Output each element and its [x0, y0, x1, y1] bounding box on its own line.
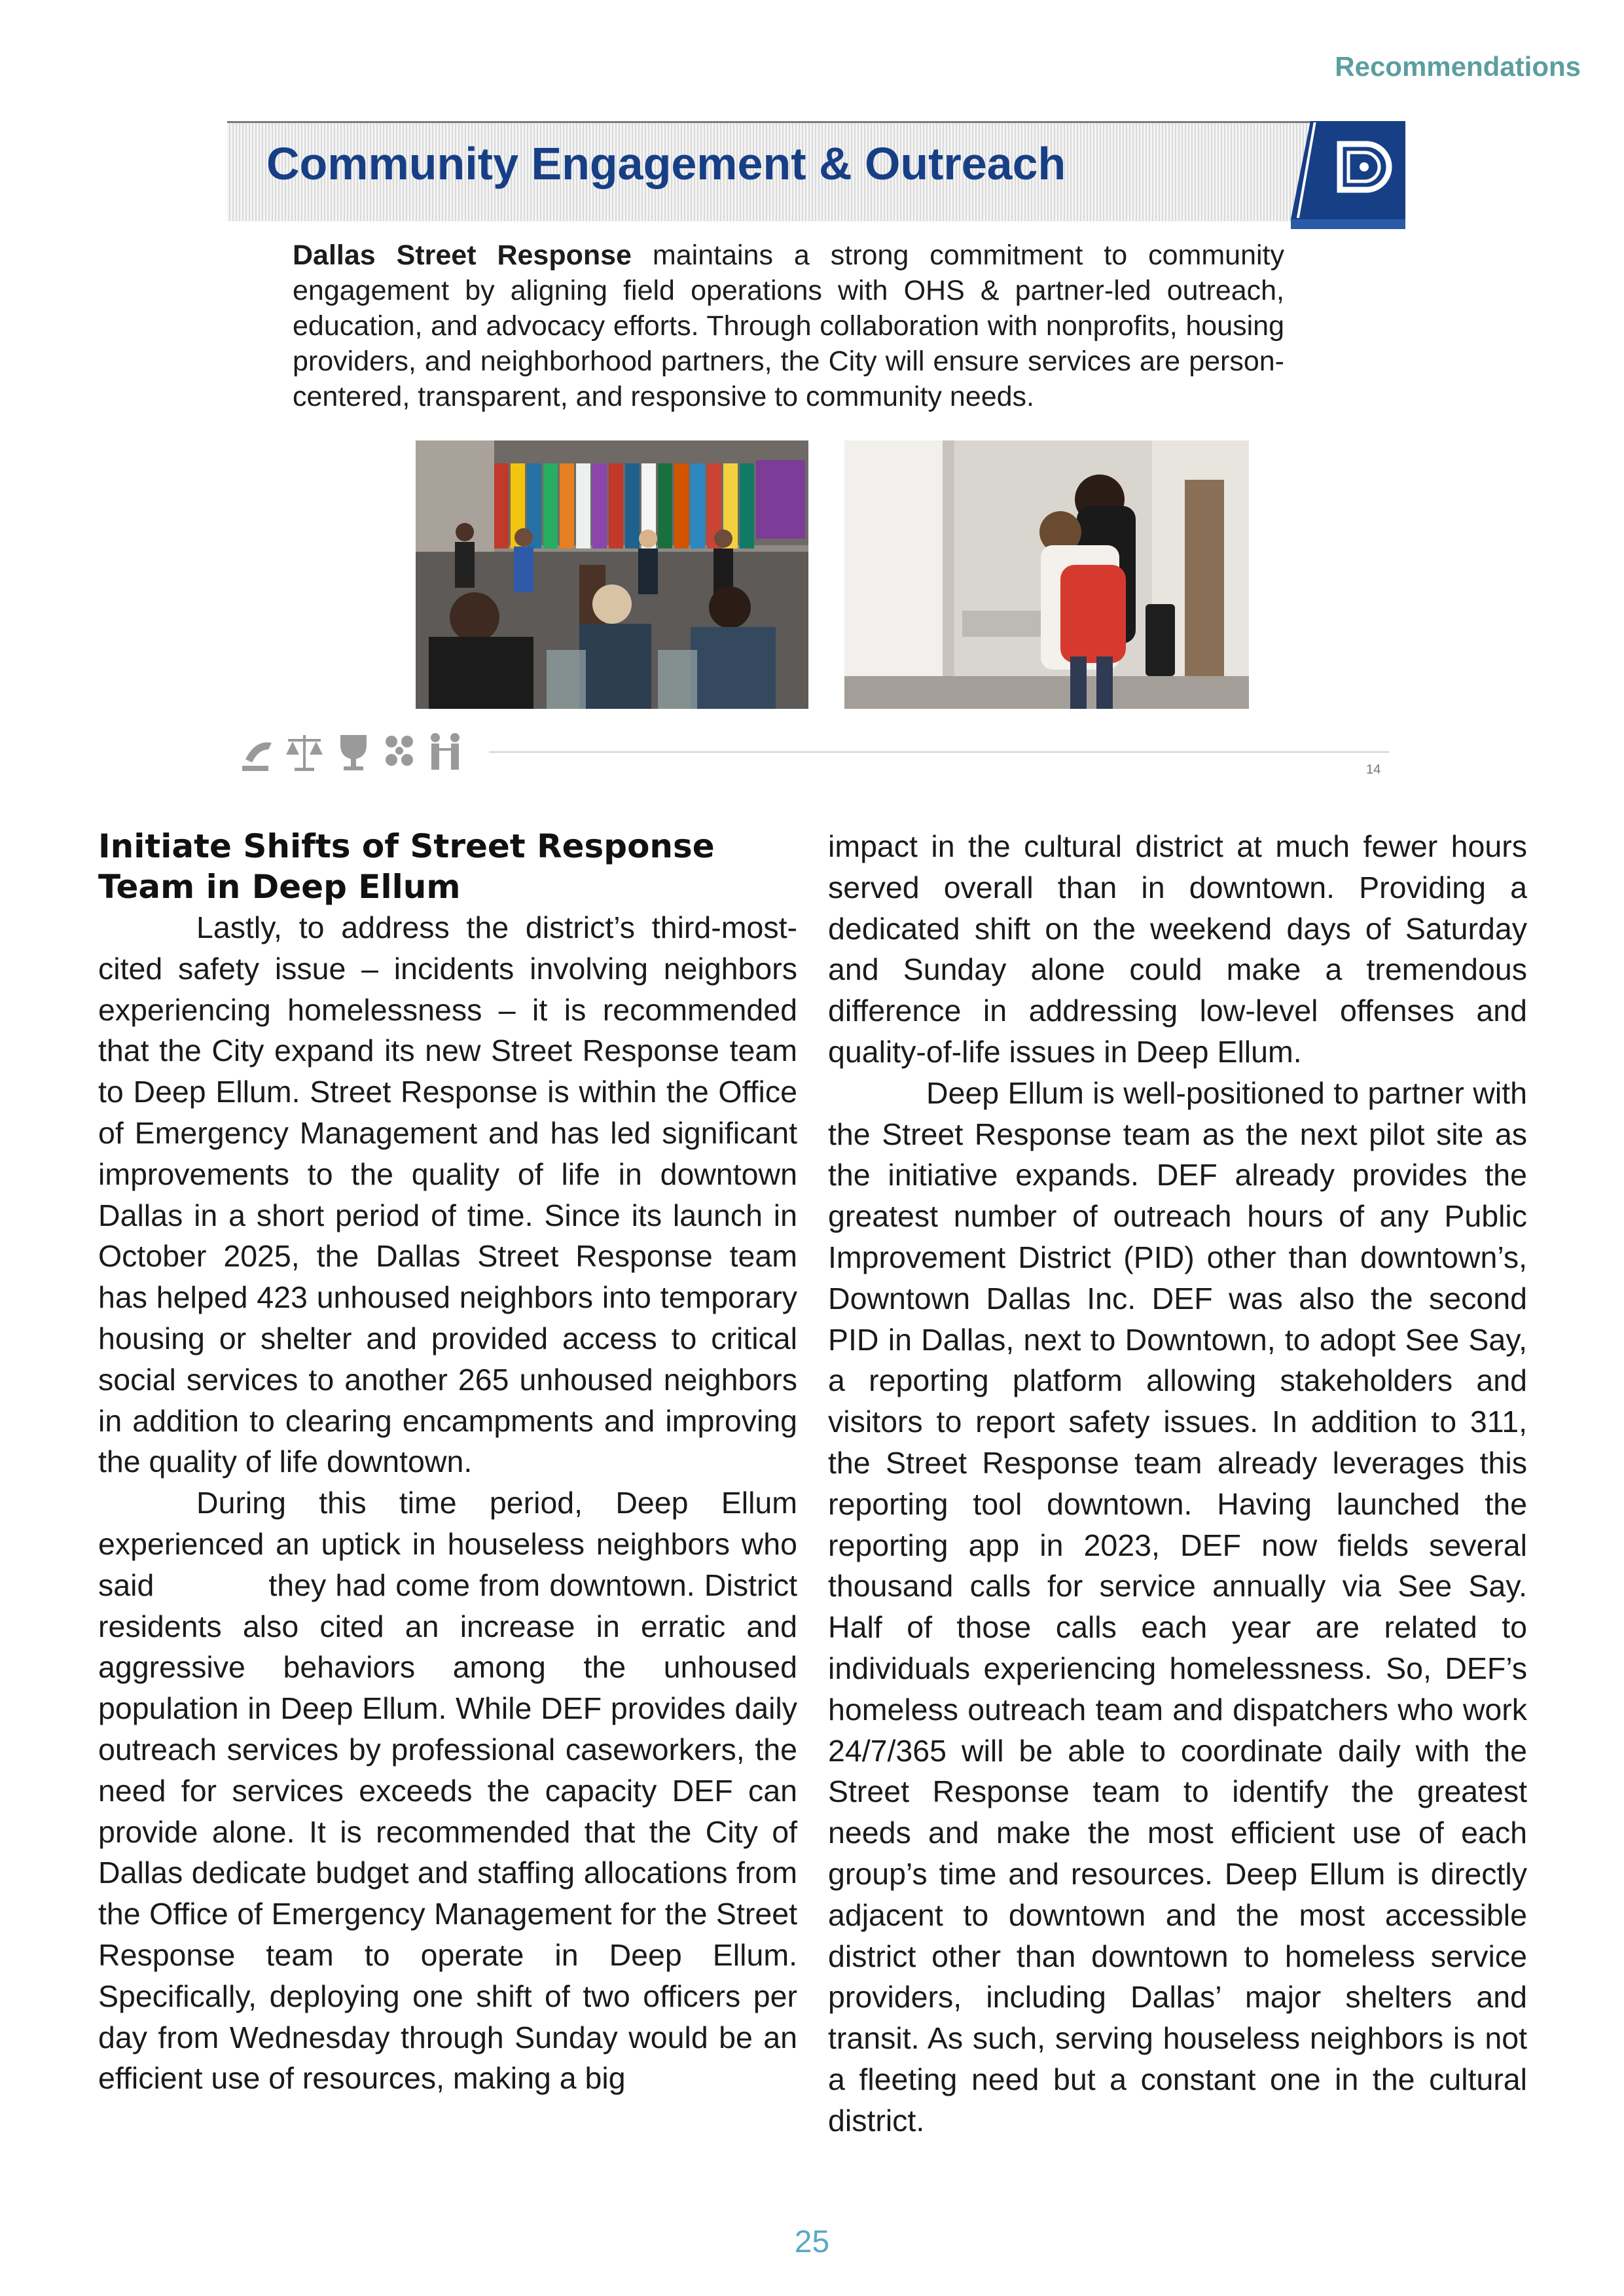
slide-number: 14 — [1366, 762, 1381, 777]
article-paragraph: impact in the cultural district at much fewer hours served overall than in downtown. Providing a dedicated shift on the weekend days of Saturday and Sunday alone could make a tremendous difference in addressing low-level offenses and quality-of-life issues in Deep Ellum. — [828, 829, 1527, 1069]
article-paragraph: Deep Ellum is well-positioned to partner with the Street Response team as the next pilot site as the initiative expands. DEF already provides the greatest number of outreach hours of any Public Improvement District (PID) other than downtown’s, Downtown Dallas Inc. DEF was also the second PID in Dallas, next to Downtown, to adopt See Say, a reporting platform allowing stakeholders and visitors to report safety issues. In addition to 311, the Street Response team already leverages this reporting tool downtown. Having launched the reporting app in 2023, DEF now fields several thousand calls for service annually via See Say. Half of those calls each year are related to individuals experiencing homelessness. So, DEF’s homeless outreach team and dispatchers who work 24/7/365 will be able to coordinate daily with the Street Response team to identify the greatest needs and make the most efficient use of each group’s time and resources. Deep Ellum is directly adjacent to downtown and the most accessible district other than downtown to homeless service providers, including Dallas’ major shelters and transit. As such, serving houseless neighbors is not a fleeting need but a constant one in the cultural district. — [828, 1075, 1527, 2138]
slide-intro-text: maintains a strong commitment to community engagement by aligning field operations with OHS & partner-led outreach, education, and advocacy efforts. Through collaboration with nonprofits, housing providers, and neighborhood partners, the City will ensure services are person-centered, transparent, and responsive to community needs. — [293, 240, 1285, 412]
slide-intro-bold: Dallas Street Response — [293, 240, 632, 271]
hug-photo — [844, 440, 1249, 709]
dallas-logo-icon — [1291, 121, 1405, 229]
collaboration-icon — [386, 736, 413, 766]
slide-intro — [293, 238, 1284, 414]
article-paragraph: Lastly, to address the district’s third-most-cited safety issue – incidents involving neighbors experiencing homelessness – it is recommended that the City expand its new Street Response team to Deep Ellum. Street Response is within the Office of Emergency Management and has led significant improvements to the quality of life in downtown Dallas in a short period of time. Since its launch in October 2025, the Dallas Street Response team has helped 423 unhoused neighbors into temporary housing or shelter and provided access to critical social services to another 265 unhoused neighbors in addition to clearing encampments and improving the quality of life downtown. — [98, 910, 797, 1479]
scales-icon — [286, 735, 323, 771]
article-right-column — [828, 826, 1527, 2142]
article-paragraph-part: During this time period, Deep Ellum experienced an uptick in houseless neighbors who said — [98, 1486, 797, 1602]
article-left-column — [98, 826, 797, 2099]
footer-icon-strip — [239, 730, 501, 776]
slide-title: Community Engagement & Outreach — [266, 138, 1066, 189]
embedded-slide — [227, 121, 1405, 789]
people-icon — [431, 733, 460, 770]
page-number: 25 — [794, 2225, 830, 2259]
trophy-icon — [340, 735, 367, 770]
press-conference-photo — [416, 440, 808, 709]
article-paragraph-part: they had come from downtown. District residents also cited an increase in erratic and aggressive behaviors among the unhoused population in Deep Ellum. While DEF provides daily outreach services by professional caseworkers, the need for services exceeds the capacity DEF can provide alone. It is recommended that the City of Dallas dedicate budget and staffing allocations from the Office of Emergency Management for the Street Response team to operate in Deep Ellum. Specifically, deploying one shift of two officers per day from Wednesday through Sunday would be an efficient use of resources, making a big — [98, 1568, 797, 2096]
slide-footer-rule — [489, 751, 1389, 753]
slide-banner — [227, 121, 1405, 221]
article-heading: Initiate Shifts of Street Response Team in Deep Ellum — [98, 827, 715, 906]
section-label: Recommendations — [1335, 51, 1581, 82]
helping-hand-icon — [242, 742, 272, 771]
article-paragraph — [98, 1482, 797, 2099]
